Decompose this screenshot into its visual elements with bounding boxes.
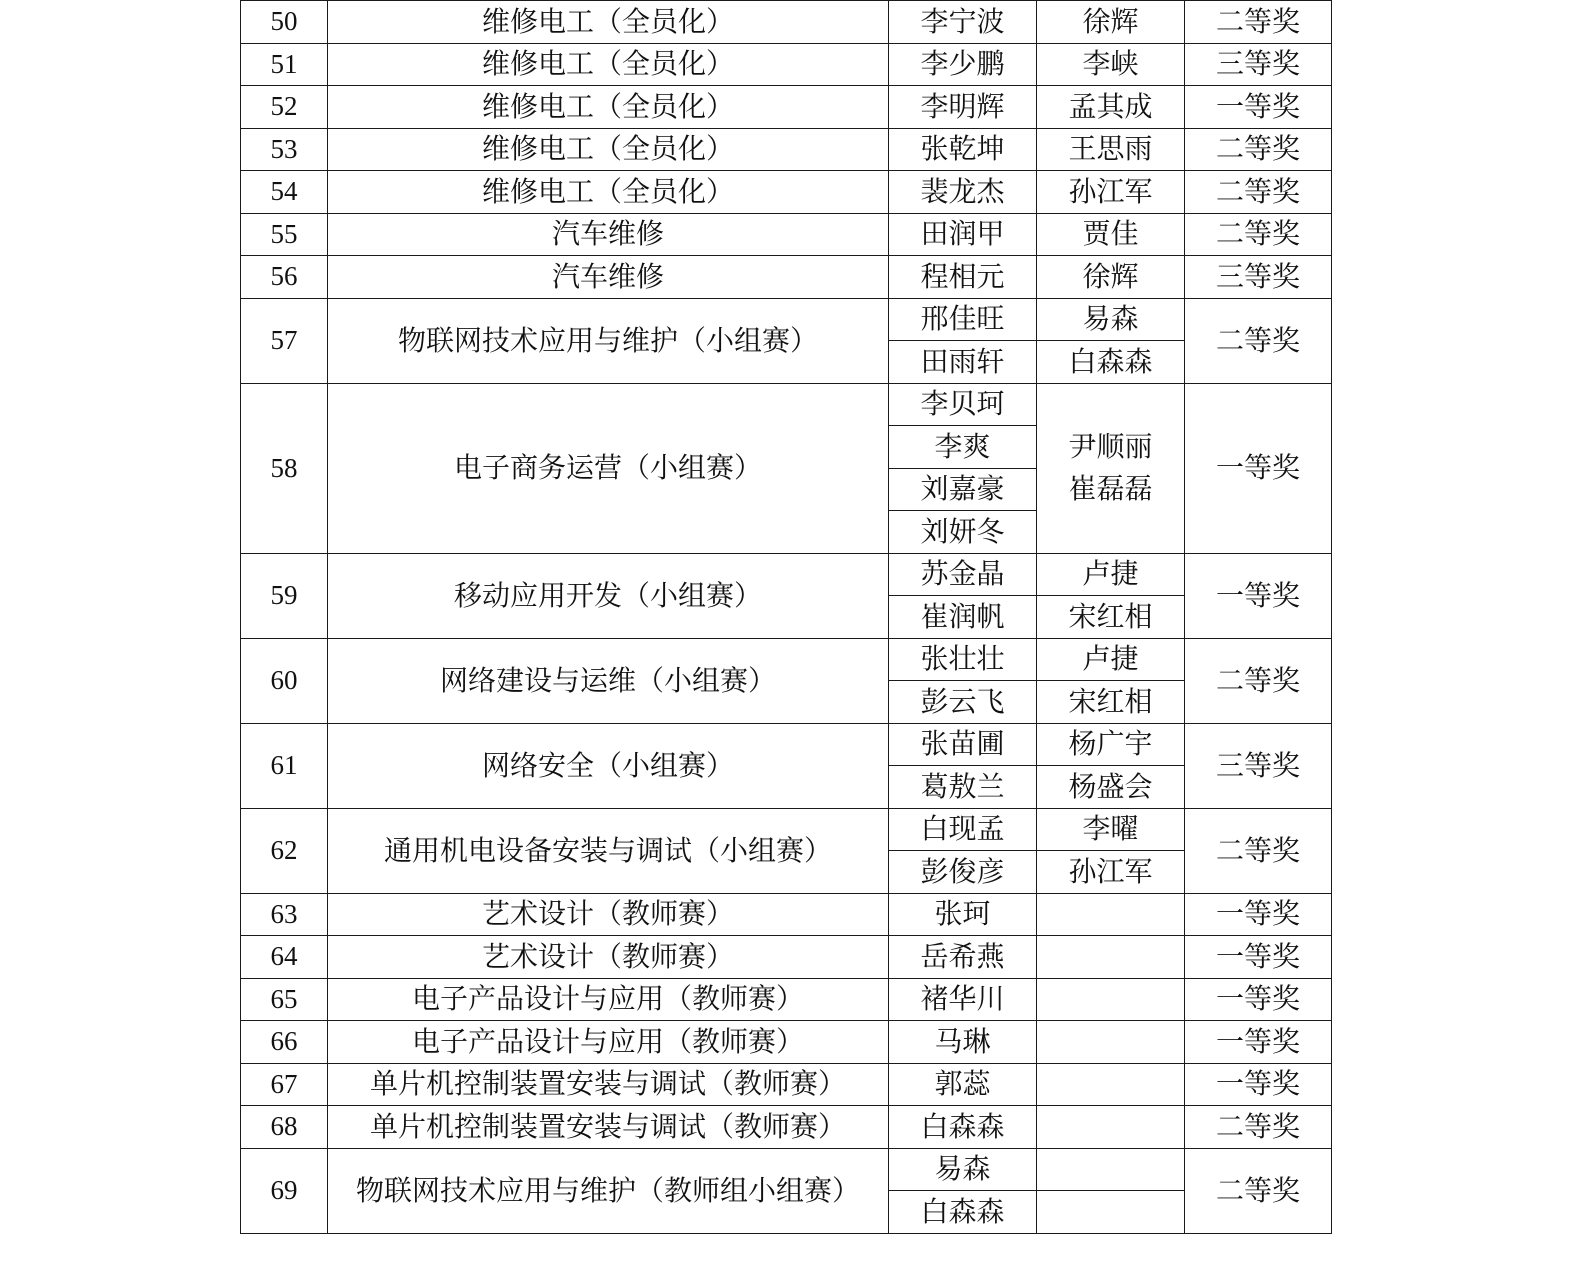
project-cell: 网络安全（小组赛） <box>328 723 889 808</box>
project-cell: 汽车维修 <box>328 256 889 299</box>
table-row <box>241 1021 1332 1064</box>
award-cell: 二等奖 <box>1185 808 1332 893</box>
row-number-cell: 64 <box>241 936 328 979</box>
award-cell: 一等奖 <box>1185 553 1332 638</box>
student-name-cell: 彭云飞 <box>889 681 1037 724</box>
student-name-cell: 李爽 <box>889 426 1037 469</box>
tutor-name-cell: 李曜 <box>1037 808 1185 851</box>
project-cell: 物联网技术应用与维护（教师组小组赛） <box>328 1148 889 1233</box>
award-cell: 一等奖 <box>1185 86 1332 129</box>
table-row <box>241 978 1332 1021</box>
table-row <box>241 936 1332 979</box>
project-cell: 艺术设计（教师赛） <box>328 893 889 936</box>
student-name-cell: 李贝珂 <box>889 383 1037 426</box>
table-row <box>241 1106 1332 1149</box>
award-cell: 二等奖 <box>1185 1148 1332 1233</box>
project-cell: 物联网技术应用与维护（小组赛） <box>328 298 889 383</box>
table-row <box>241 638 1332 681</box>
table-row <box>241 213 1332 256</box>
table-row <box>241 1 1332 44</box>
project-cell: 网络建设与运维（小组赛） <box>328 638 889 723</box>
tutor-name-cell <box>1037 1106 1185 1149</box>
table-row <box>241 723 1332 766</box>
row-number-cell: 67 <box>241 1063 328 1106</box>
student-name-cell: 张珂 <box>889 893 1037 936</box>
student-name-cell: 郭蕊 <box>889 1063 1037 1106</box>
row-number-cell: 52 <box>241 86 328 129</box>
row-number-cell: 66 <box>241 1021 328 1064</box>
project-cell: 电子产品设计与应用（教师赛） <box>328 978 889 1021</box>
row-number-cell: 51 <box>241 43 328 86</box>
project-cell: 维修电工（全员化） <box>328 128 889 171</box>
table-row <box>241 128 1332 171</box>
project-cell: 移动应用开发（小组赛） <box>328 553 889 638</box>
tutor-name-cell <box>1037 893 1185 936</box>
row-number-cell: 69 <box>241 1148 328 1233</box>
row-number-cell: 68 <box>241 1106 328 1149</box>
row-number-cell: 53 <box>241 128 328 171</box>
award-cell: 二等奖 <box>1185 171 1332 214</box>
row-number-cell: 62 <box>241 808 328 893</box>
student-name-cell: 张苗圃 <box>889 723 1037 766</box>
tutor-name-cell: 卢捷 <box>1037 638 1185 681</box>
student-name-cell: 裴龙杰 <box>889 171 1037 214</box>
table-row <box>241 86 1332 129</box>
student-name-cell: 刘妍冬 <box>889 511 1037 554</box>
award-cell: 二等奖 <box>1185 1106 1332 1149</box>
row-number-cell: 55 <box>241 213 328 256</box>
tutor-name-cell: 孙江军 <box>1037 171 1185 214</box>
project-cell: 维修电工（全员化） <box>328 171 889 214</box>
award-cell: 三等奖 <box>1185 43 1332 86</box>
table-row <box>241 808 1332 851</box>
awards-table-body <box>241 1 1332 1234</box>
tutor-name-cell: 徐辉 <box>1037 256 1185 299</box>
row-number-cell: 54 <box>241 171 328 214</box>
tutor-name-cell <box>1037 1191 1185 1234</box>
student-name-cell: 邢佳旺 <box>889 298 1037 341</box>
tutor-name: 崔磊磊 <box>1068 472 1153 505</box>
student-name-cell: 刘嘉豪 <box>889 468 1037 511</box>
row-number-cell: 58 <box>241 383 328 553</box>
table-row <box>241 171 1332 214</box>
tutor-name-cell <box>1037 1148 1185 1191</box>
tutor-name-cell: 杨盛会 <box>1037 766 1185 809</box>
tutor-name-cell <box>1037 978 1185 1021</box>
tutor-name-cell: 徐辉 <box>1037 1 1185 44</box>
student-name-cell: 褚华川 <box>889 978 1037 1021</box>
tutor-name-cell: 易森 <box>1037 298 1185 341</box>
project-cell: 维修电工（全员化） <box>328 1 889 44</box>
row-number-cell: 63 <box>241 893 328 936</box>
award-cell: 一等奖 <box>1185 936 1332 979</box>
award-cell: 三等奖 <box>1185 723 1332 808</box>
project-cell: 汽车维修 <box>328 213 889 256</box>
project-cell: 电子商务运营（小组赛） <box>328 383 889 553</box>
award-cell: 三等奖 <box>1185 256 1332 299</box>
table-row <box>241 1063 1332 1106</box>
tutor-name-cell: 杨广宇 <box>1037 723 1185 766</box>
student-name-cell: 葛敖兰 <box>889 766 1037 809</box>
student-name-cell: 崔润帆 <box>889 596 1037 639</box>
row-number-cell: 50 <box>241 1 328 44</box>
student-name-cell: 易森 <box>889 1148 1037 1191</box>
student-name-cell: 马琳 <box>889 1021 1037 1064</box>
tutor-name-cell <box>1037 1021 1185 1064</box>
award-cell: 一等奖 <box>1185 893 1332 936</box>
tutor-name-cell <box>1037 383 1185 553</box>
award-cell: 二等奖 <box>1185 638 1332 723</box>
table-row <box>241 893 1332 936</box>
student-name-cell: 李明辉 <box>889 86 1037 129</box>
tutor-name-cell <box>1037 936 1185 979</box>
row-number-cell: 65 <box>241 978 328 1021</box>
student-name-cell: 李宁波 <box>889 1 1037 44</box>
student-name-cell: 白森森 <box>889 1191 1037 1234</box>
award-cell: 一等奖 <box>1185 1021 1332 1064</box>
award-cell: 二等奖 <box>1185 298 1332 383</box>
award-cell: 一等奖 <box>1185 1063 1332 1106</box>
award-cell: 二等奖 <box>1185 128 1332 171</box>
tutor-name-cell: 白森森 <box>1037 341 1185 384</box>
row-number-cell: 56 <box>241 256 328 299</box>
student-name-cell: 白现孟 <box>889 808 1037 851</box>
project-cell: 单片机控制装置安装与调试（教师赛） <box>328 1106 889 1149</box>
row-number-cell: 61 <box>241 723 328 808</box>
row-number-cell: 60 <box>241 638 328 723</box>
awards-table <box>240 0 1332 1234</box>
student-name-cell: 张乾坤 <box>889 128 1037 171</box>
student-name-cell: 田润甲 <box>889 213 1037 256</box>
project-cell: 维修电工（全员化） <box>328 86 889 129</box>
table-row <box>241 1148 1332 1191</box>
tutor-name-cell: 卢捷 <box>1037 553 1185 596</box>
tutor-name-cell: 王思雨 <box>1037 128 1185 171</box>
student-name-cell: 岳希燕 <box>889 936 1037 979</box>
award-cell: 二等奖 <box>1185 1 1332 44</box>
student-name-cell: 彭俊彦 <box>889 851 1037 894</box>
table-row <box>241 43 1332 86</box>
table-row <box>241 383 1332 426</box>
table-row <box>241 553 1332 596</box>
award-cell: 一等奖 <box>1185 383 1332 553</box>
project-cell: 单片机控制装置安装与调试（教师赛） <box>328 1063 889 1106</box>
student-name-cell: 田雨轩 <box>889 341 1037 384</box>
tutor-name-cell <box>1037 1063 1185 1106</box>
row-number-cell: 59 <box>241 553 328 638</box>
award-cell: 一等奖 <box>1185 978 1332 1021</box>
project-cell: 维修电工（全员化） <box>328 43 889 86</box>
tutor-name-cell: 李峡 <box>1037 43 1185 86</box>
student-name-cell: 白森森 <box>889 1106 1037 1149</box>
project-cell: 通用机电设备安装与调试（小组赛） <box>328 808 889 893</box>
tutor-name-cell: 孙江军 <box>1037 851 1185 894</box>
student-name-cell: 程相元 <box>889 256 1037 299</box>
student-name-cell: 李少鹏 <box>889 43 1037 86</box>
tutor-name-cell: 贾佳 <box>1037 213 1185 256</box>
tutor-name-cell: 宋红相 <box>1037 681 1185 724</box>
student-name-cell: 苏金晶 <box>889 553 1037 596</box>
table-row <box>241 256 1332 299</box>
tutor-name-cell: 孟其成 <box>1037 86 1185 129</box>
table-row <box>241 298 1332 341</box>
tutor-name-cell: 宋红相 <box>1037 596 1185 639</box>
student-name-cell: 张壮壮 <box>889 638 1037 681</box>
row-number-cell: 57 <box>241 298 328 383</box>
tutor-name: 尹顺丽 <box>1068 430 1153 463</box>
project-cell: 电子产品设计与应用（教师赛） <box>328 1021 889 1064</box>
award-cell: 二等奖 <box>1185 213 1332 256</box>
project-cell: 艺术设计（教师赛） <box>328 936 889 979</box>
